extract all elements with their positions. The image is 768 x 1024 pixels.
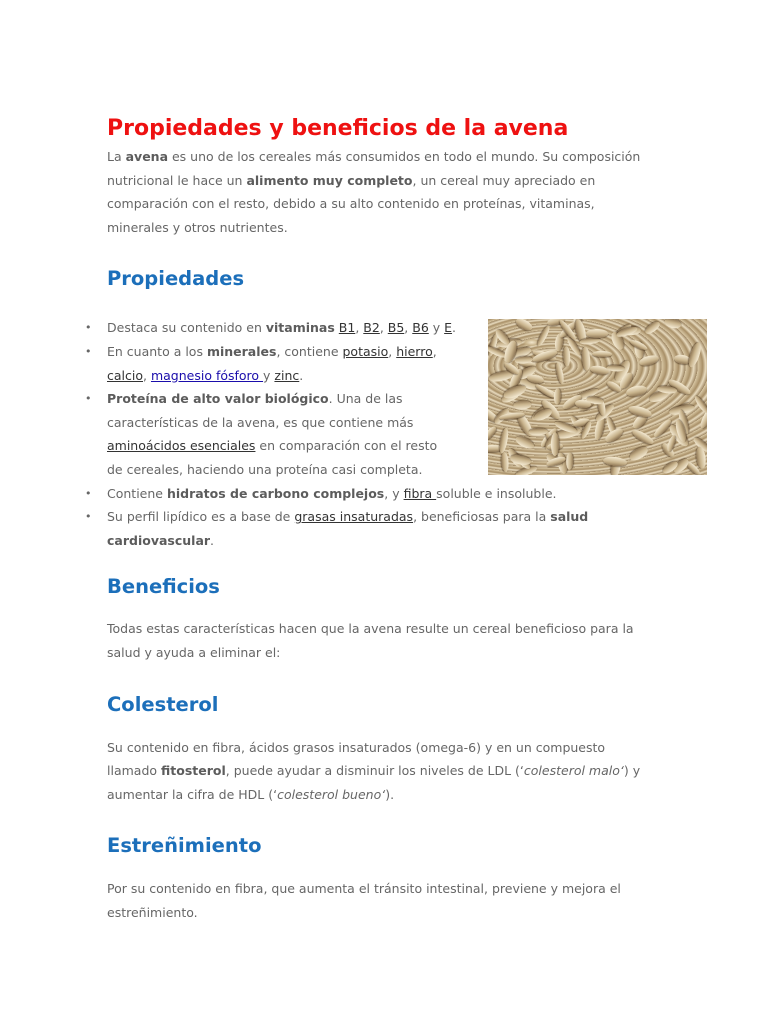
section-heading-beneficios: Beneficios [107,575,220,599]
link-b2[interactable]: B2 [363,320,380,336]
page-title: Propiedades y beneficios de la avena [107,116,569,141]
estrenimiento-paragraph: Por su contenido en fibra, que aumenta el tránsito intestinal, previene y mejora el estreñimiento. [107,881,621,920]
link-zinc[interactable]: zinc [274,367,300,383]
link-potasio[interactable]: potasio [342,343,389,359]
link-fibra[interactable]: fibra [403,485,437,501]
oat-grain [693,394,707,414]
section-heading-colesterol: Colesterol [107,692,219,716]
link-aminoacidos[interactable]: aminoácidos esenciales [107,438,256,454]
link-magnesio-fosforo[interactable]: magnesio fósforo [150,367,264,383]
link-grasas-insaturadas[interactable]: grasas insaturadas [294,509,414,525]
section-heading-propiedades: Propiedades [107,267,245,291]
link-b1[interactable]: B1 [338,320,356,336]
list-item: • Su perfil lipídico es a base de grasas insaturadas, beneficiosas para la salud cardiovascular. [107,505,627,552]
link-b6[interactable]: B6 [412,320,429,336]
list-item: • Proteína de alto valor biológico. Una de las características de la avena, es que contiene más aminoácidos esenciales en comparación con el resto de cereales, haciendo una proteína casi completa. [107,387,452,481]
oat-grain [686,341,703,368]
propiedades-list [107,316,667,552]
beneficios-paragraph: Todas estas características hacen que la avena resulte un cereal beneficioso para la salud y ayuda a eliminar el: [107,621,634,660]
link-b5[interactable]: B5 [387,320,405,336]
link-e[interactable]: E [444,320,453,336]
list-item: • En cuanto a los minerales, contiene potasio, hierro, calcio, magnesio fósforo y zinc. [107,340,452,387]
section-heading-estrenimiento: Estreñimiento [107,834,262,858]
article [107,116,667,924]
link-hierro[interactable]: hierro [396,343,433,359]
colesterol-paragraph: Su contenido en fibra, ácidos grasos insaturados (omega-6) y en un compuesto llamado fitosterol, puede ayudar a disminuir los niveles de LDL (‘colesterol malo‘) y aumentar la cifra de HDL (‘colesterol bueno‘). [107,739,641,802]
link-calcio[interactable]: calcio [107,367,143,383]
list-item: • Destaca su contenido en vitaminas B1, B2, B5, B6 y E. [107,316,667,340]
list-item: • Contiene hidratos de carbono complejos, y fibra soluble e insoluble. [107,482,667,506]
intro-paragraph: La avena es uno de los cereales más consumidos en todo el mundo. Su composición nutricional le hace un alimento muy completo, un cereal muy apreciado en comparación con el resto, debido a su alto contenido en proteínas, vitaminas, minerales y otros nutrientes. [107,149,641,235]
